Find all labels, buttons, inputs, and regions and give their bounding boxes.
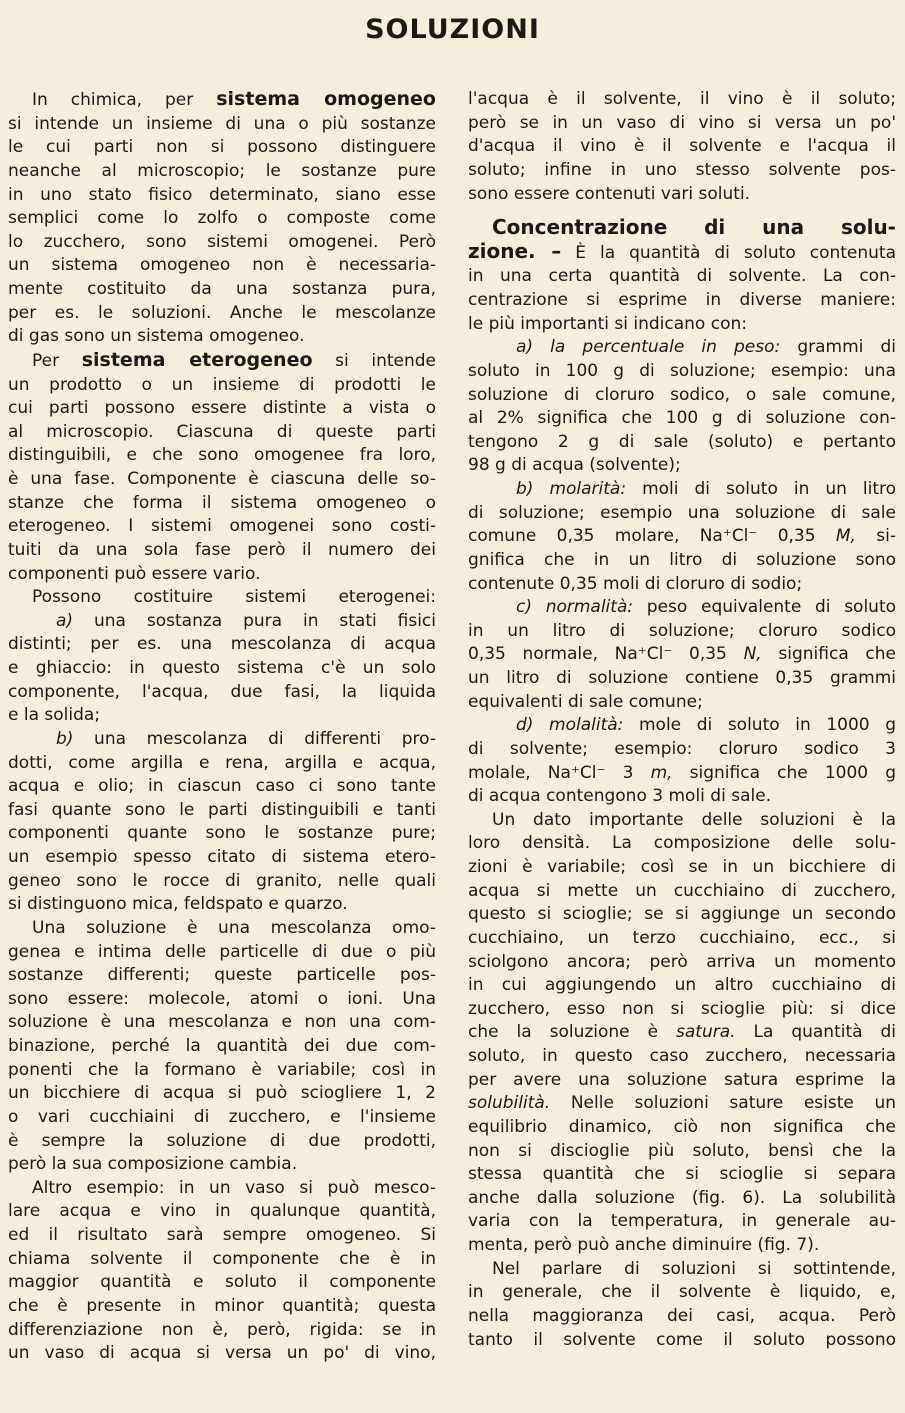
text-line: che è presente in minor quantità; questa xyxy=(8,1295,436,1316)
text-line: tanto il solvente come il soluto possono xyxy=(468,1329,896,1350)
text-line: un bicchiere di acqua si può sciogliere 1, 2 xyxy=(8,1083,436,1104)
text-line: però se in un vaso di vino si versa un po' xyxy=(468,112,896,133)
text-line: per es. le soluzioni. Anche le mescolanze xyxy=(8,302,436,323)
text-line: componente, l'acqua, due fasi, la liquida xyxy=(8,681,436,702)
right-column xyxy=(468,88,896,1352)
text-line: stessa quantità che si scioglie si separa xyxy=(468,1164,896,1185)
text-line: Un dato importante delle soluzioni è la xyxy=(492,809,896,830)
text-line: soluzione di cloruro sodico, o sale comune, xyxy=(468,384,896,405)
text-line: si intende un insieme di una o più sostanze xyxy=(8,113,436,134)
text-line: soluto; infine in uno stesso solvente pos- xyxy=(468,159,896,180)
text-line: molale, Na⁺Cl⁻ 3 m, significa che 1000 g xyxy=(468,762,896,783)
text-line: In chimica, per sistema omogeneo xyxy=(32,88,436,110)
text-line: contenute 0,35 moli di cloruro di sodio; xyxy=(468,573,803,594)
text-line: l'acqua è il solvente, il vino è il soluto; xyxy=(468,89,896,109)
text-line: un litro di soluzione contiene 0,35 grammi xyxy=(468,668,896,688)
text-line: un prodotto o un insieme di prodotti le xyxy=(8,374,436,395)
text-line: componenti quante sono le sostanze pure; xyxy=(8,823,436,844)
text-line: di gas sono un sistema omogeneo. xyxy=(8,326,305,347)
text-line: neanche al microscopio; le sostanze pure xyxy=(8,160,436,181)
text-line: tuiti da una sola fase però il numero dei xyxy=(8,539,436,560)
text-line: eterogeneo. I sistemi omogenei sono costi- xyxy=(8,516,436,537)
text-line: però la sua composizione cambia. xyxy=(8,1154,298,1175)
text-line: comune 0,35 molare, Na⁺Cl⁻ 0,35 M, si- xyxy=(468,526,897,547)
text-line: genea e intima delle particelle di due o più xyxy=(8,941,436,962)
text-line: per avere una soluzione satura esprime la xyxy=(468,1069,896,1090)
text-line: non si discioglie più soluto, bensì che la xyxy=(468,1140,896,1161)
text-line: b) una mescolanza di differenti pro- xyxy=(56,728,437,749)
text-line: a) una sostanza pura in stati fisici xyxy=(56,610,436,631)
text-line: chiama solvente il componente che è in xyxy=(8,1248,436,1269)
text-line: è una fase. Componente è ciascuna delle so- xyxy=(8,469,436,489)
text-line: Altro esempio: in un vaso si può mesco- xyxy=(32,1177,436,1198)
text-line: di soluzione; esempio una soluzione di sale xyxy=(468,502,896,523)
text-line: centrazione si esprime in diverse maniere: xyxy=(468,290,896,310)
text-line: Per sistema eterogeneo si intende xyxy=(32,348,436,371)
text-line: in una certa quantità di solvente. La con- xyxy=(468,266,896,287)
text-line: semplici come lo zolfo o composte come xyxy=(8,208,436,229)
text-line: nella maggioranza dei casi, acqua. Però xyxy=(468,1305,896,1326)
text-line: soluto in 100 g di soluzione; esempio: una xyxy=(468,360,896,381)
text-line: sostanze differenti; queste particelle pos- xyxy=(8,965,436,986)
text-line: al 2% significa che 100 g di soluzione con- xyxy=(468,408,896,429)
text-line: c) normalità: peso equivalente di soluto xyxy=(516,597,897,618)
text-line: tengono 2 g di sale (soluto) e pertanto xyxy=(468,431,896,452)
text-line: a) la percentuale in peso: grammi di xyxy=(516,337,896,358)
text-line: di solvente; esempio: cloruro sodico 3 xyxy=(468,738,896,759)
text-line: un sistema omogeneo non è necessaria- xyxy=(8,255,436,276)
text-line: sono essere: molecole, atomi o ioni. Una xyxy=(8,988,436,1009)
text-line: solubilità. Nelle soluzioni sature esiste un xyxy=(468,1093,897,1114)
text-line: d) molalità: mole di soluto in 1000 g xyxy=(516,715,896,736)
text-line: componenti può essere vario. xyxy=(8,563,261,584)
text-line: un esempio spesso citato di sistema etero- xyxy=(8,847,436,867)
text-line: equivalenti di sale comune; xyxy=(468,691,703,712)
text-line: che la soluzione è satura. La quantità di xyxy=(468,1022,896,1043)
text-line: 0,35 normale, Na⁺Cl⁻ 0,35 N, significa che xyxy=(468,644,897,665)
text-line: mente costituito da una sostanza pura, xyxy=(8,279,436,299)
text-line: differenziazione non è, però, rigida: se in xyxy=(8,1319,436,1340)
left-column xyxy=(8,88,436,1366)
text-line: sono essere contenuti vari soluti. xyxy=(468,183,751,204)
text-line: acqua si mette un cucchiaino di zucchero, xyxy=(468,880,896,901)
text-line: anche dalla soluzione (fig. 6). La solubilità xyxy=(468,1187,896,1208)
text-line: cucchiaino, un terzo cucchiaino, ecc., si xyxy=(468,927,896,948)
text-line: b) molarità: moli di soluto in un litro xyxy=(516,479,897,499)
text-line: al microscopio. Ciascuna di queste parti xyxy=(8,421,436,442)
text-line: cui parti possono essere distinte a vista o xyxy=(8,398,436,419)
text-line: si distinguono mica, feldspato e quarzo. xyxy=(8,894,348,915)
text-line: loro densità. La composizione delle solu- xyxy=(468,833,896,854)
section-heading: Concentrazione di una solu- xyxy=(492,215,896,240)
text-line: varia con la temperatura, in generale au- xyxy=(468,1211,896,1232)
text-line: di acqua contengono 3 moli di sale. xyxy=(468,786,772,807)
text-line: in un litro di soluzione; cloruro sodico xyxy=(468,620,896,641)
text-line: in generale, che il solvente è liquido, e, xyxy=(468,1282,896,1303)
text-line: geneo sono le rocce di granito, nelle quali xyxy=(8,870,436,891)
text-line: questo si scioglie; se si aggiunge un secondo xyxy=(468,904,896,925)
page-title: SOLUZIONI xyxy=(365,14,540,45)
text-line: Possono costituire sistemi eterogenei: xyxy=(32,587,436,608)
text-line: acqua e olio; in ciascun caso ci sono tante xyxy=(8,776,436,797)
text-line: distinguibili, e che sono omogenee fra loro, xyxy=(8,445,436,466)
text-line: distinti; per es. una mescolanza di acqua xyxy=(8,634,436,655)
text-line: ponenti che la formano è variabile; così in xyxy=(8,1059,436,1080)
text-line: equilibrio dinamico, ciò non significa che xyxy=(468,1116,896,1137)
text-line: dotti, come argilla e rena, argilla e acqua, xyxy=(8,752,436,773)
text-line: e ghiaccio: in questo sistema c'è un solo xyxy=(8,658,436,678)
text-line: zioni è variabile; così se in un bicchiere di xyxy=(468,857,896,877)
text-line: zione. – È la quantità di soluto contenuta xyxy=(468,238,897,263)
text-line: lo zucchero, sono sistemi omogenei. Però xyxy=(8,231,436,252)
text-line: in uno stato fisico determinato, siano esse xyxy=(8,184,436,205)
text-line: lare acqua e vino in qualunque quantità, xyxy=(8,1201,436,1222)
text-line: e la solida; xyxy=(8,705,101,726)
text-line: maggior quantità e soluto il componente xyxy=(8,1272,436,1293)
text-line: le più importanti si indicano con: xyxy=(468,313,747,334)
text-line: le cui parti non si possono distinguere xyxy=(8,137,436,158)
text-line: 98 g di acqua (solvente); xyxy=(468,455,681,476)
text-line: in cui aggiungendo un altro cucchiaino di xyxy=(468,975,896,996)
text-line: soluto, in questo caso zucchero, necessaria xyxy=(468,1046,896,1066)
text-line: zucchero, esso non si scioglie più: si dice xyxy=(468,998,896,1019)
text-line: Una soluzione è una mescolanza omo- xyxy=(32,917,436,938)
text-line: gnifica che in un litro di soluzione sono xyxy=(468,549,896,570)
text-line: binazione, perché la quantità dei due com- xyxy=(8,1036,436,1056)
text-line: ed il risultato sarà sempre omogeneo. Si xyxy=(8,1225,436,1245)
text-line: fasi quante sono le parti distinguibili e tanti xyxy=(8,799,436,820)
text-line: Nel parlare di soluzioni si sottintende, xyxy=(492,1258,896,1279)
text-line: un vaso di acqua si versa un po' di vino, xyxy=(8,1343,436,1364)
text-line: è sempre la soluzione di due prodotti, xyxy=(8,1130,436,1151)
text-line: soluzione è una mescolanza e non una com- xyxy=(8,1012,436,1033)
text-line: o vari cucchiaini di zucchero, e l'insieme xyxy=(8,1106,436,1127)
text-line: d'acqua il vino è il solvente e l'acqua il xyxy=(468,136,896,157)
text-line: stanze che forma il sistema omogeneo o xyxy=(8,492,436,513)
text-line: sciolgono ancora; però arriva un momento xyxy=(468,951,896,972)
text-line: menta, però può anche diminuire (fig. 7). xyxy=(468,1235,820,1255)
